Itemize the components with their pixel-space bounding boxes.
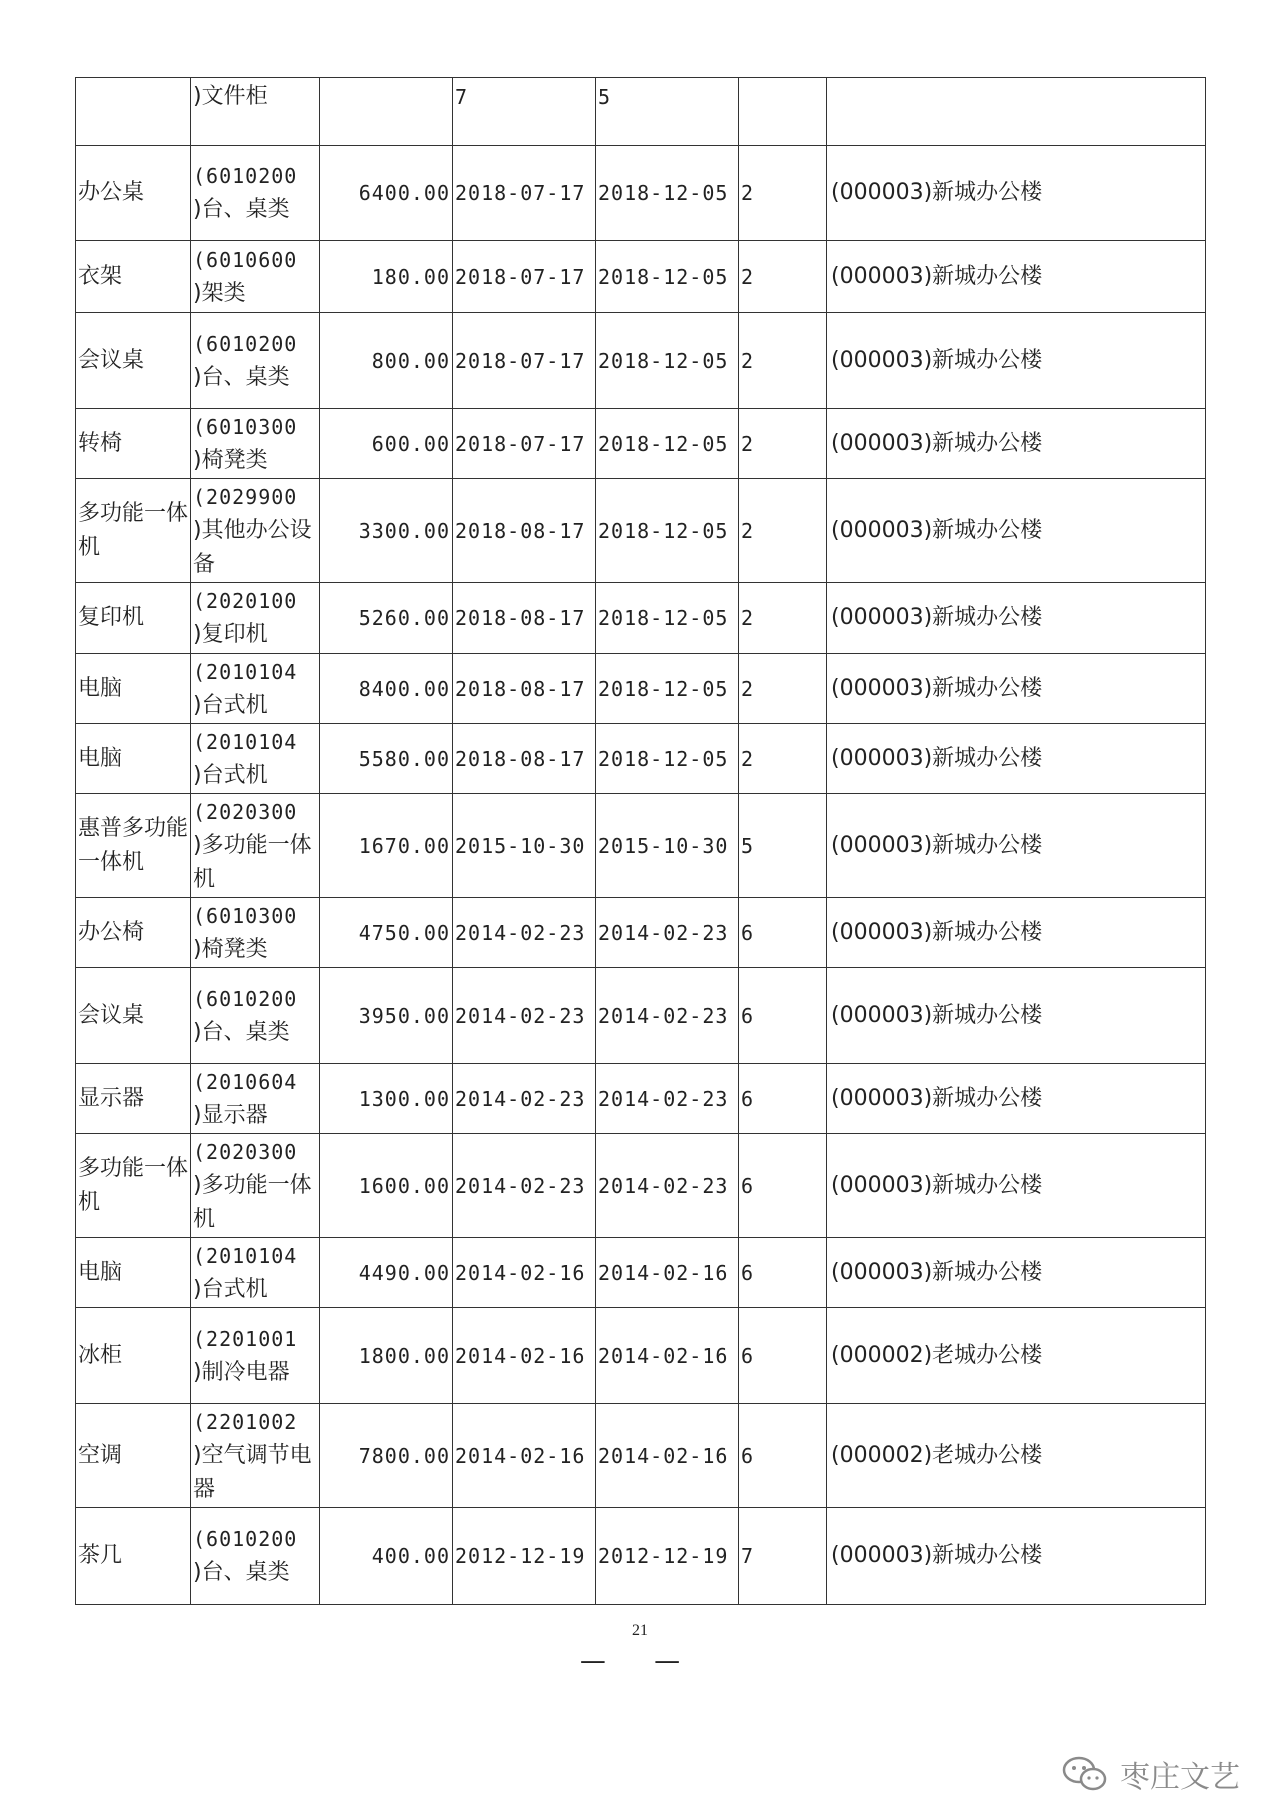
category-cell (191, 898, 320, 968)
location-cell: (000003)新城办公楼 (827, 898, 1206, 968)
amount-cell: 4490.00 (320, 1238, 453, 1308)
category-code: (2010104 (193, 659, 298, 684)
years-cell: 6 (739, 1064, 827, 1134)
category-name: )架类 (193, 280, 246, 306)
category-name: )台式机 (193, 692, 268, 718)
table-row (76, 146, 1206, 241)
category-cell (191, 1508, 320, 1605)
recorded-date-cell: 2018-12-05 (596, 479, 739, 583)
table-row (76, 654, 1206, 724)
years-cell: 2 (739, 409, 827, 479)
acquired-date-cell: 2018-08-17 (453, 654, 596, 724)
years-cell: 6 (739, 1308, 827, 1404)
location-cell: (000003)新城办公楼 (827, 313, 1206, 409)
category-cell (191, 241, 320, 313)
category-code: (6010200 (193, 1527, 298, 1551)
amount-cell: 180.00 (320, 241, 453, 313)
category-code: (2020300 (193, 1139, 298, 1164)
amount-cell: 4750.00 (320, 898, 453, 968)
table-row (76, 1134, 1206, 1238)
category-cell (191, 1308, 320, 1404)
table-row (76, 898, 1206, 968)
category-code: (2010104 (193, 1243, 298, 1268)
category-name: )多功能一体机 (193, 1172, 312, 1232)
table-row (76, 1404, 1206, 1508)
acquired-date-cell: 2012-12-19 (453, 1508, 596, 1605)
category-code: (2010104 (193, 729, 298, 754)
table-row (76, 1308, 1206, 1404)
recorded-date-cell: 2014-02-23 (596, 1064, 739, 1134)
acquired-date-cell: 2018-07-17 (453, 146, 596, 241)
recorded-date-cell: 2018-12-05 (596, 583, 739, 654)
location-cell: (000003)新城办公楼 (827, 724, 1206, 794)
asset-table-body (76, 78, 1206, 1605)
amount-cell: 6400.00 (320, 146, 453, 241)
category-code: (2020100 (193, 589, 298, 613)
acquired-date-cell: 7 (453, 78, 596, 146)
recorded-date-cell: 2014-02-16 (596, 1308, 739, 1404)
table-row (76, 1064, 1206, 1134)
asset-name-cell: 冰柜 (76, 1308, 191, 1404)
location-cell: (000002)老城办公楼 (827, 1404, 1206, 1508)
years-cell: 6 (739, 1238, 827, 1308)
category-name: )台、桌类 (193, 1560, 290, 1585)
years-cell: 6 (739, 1134, 827, 1238)
recorded-date-cell: 2018-12-05 (596, 313, 739, 409)
amount-cell: 3300.00 (320, 479, 453, 583)
table-row (76, 1238, 1206, 1308)
asset-name-cell: 电脑 (76, 654, 191, 724)
amount-cell: 8400.00 (320, 654, 453, 724)
years-cell: 6 (739, 968, 827, 1064)
watermark (1062, 1752, 1240, 1796)
recorded-date-cell: 2012-12-19 (596, 1508, 739, 1605)
table-row (76, 1508, 1206, 1605)
category-cell (191, 409, 320, 479)
recorded-date-cell: 5 (596, 78, 739, 146)
acquired-date-cell: 2018-08-17 (453, 724, 596, 794)
page-dashes: — — (579, 1646, 701, 1676)
category-name: )文件柜 (193, 84, 268, 109)
page-number: 21 (632, 1622, 648, 1639)
recorded-date-cell: 2018-12-05 (596, 724, 739, 794)
table-row (76, 479, 1206, 583)
acquired-date-cell: 2015-10-30 (453, 794, 596, 898)
years-cell: 6 (739, 898, 827, 968)
category-code: (6010200 (193, 331, 298, 356)
acquired-date-cell: 2014-02-16 (453, 1404, 596, 1508)
category-cell (191, 724, 320, 794)
asset-name-cell: 办公椅 (76, 898, 191, 968)
location-cell: (000003)新城办公楼 (827, 654, 1206, 724)
asset-name-cell: 显示器 (76, 1064, 191, 1134)
category-code: (6010300 (193, 414, 298, 439)
asset-name-cell: 多功能一体机 (76, 1134, 191, 1238)
asset-name-cell: 电脑 (76, 724, 191, 794)
category-name: )空气调节电器 (193, 1442, 312, 1502)
acquired-date-cell: 2018-08-17 (453, 583, 596, 654)
category-code: (2010604 (193, 1069, 298, 1094)
amount-cell: 5580.00 (320, 724, 453, 794)
asset-table (75, 77, 1206, 1605)
acquired-date-cell: 2014-02-23 (453, 1064, 596, 1134)
category-name: )台式机 (193, 1276, 268, 1302)
years-cell: 5 (739, 794, 827, 898)
asset-name-cell: 惠普多功能一体机 (76, 794, 191, 898)
acquired-date-cell: 2018-08-17 (453, 479, 596, 583)
category-cell (191, 1404, 320, 1508)
recorded-date-cell: 2014-02-16 (596, 1404, 739, 1508)
category-code: (6010200 (193, 164, 298, 188)
location-cell: (000003)新城办公楼 (827, 583, 1206, 654)
amount-cell: 800.00 (320, 313, 453, 409)
asset-name-cell: 衣架 (76, 241, 191, 313)
category-name: )复印机 (193, 622, 268, 647)
category-cell (191, 313, 320, 409)
table-row (76, 409, 1206, 479)
asset-name-cell: 转椅 (76, 409, 191, 479)
location-cell: (000003)新城办公楼 (827, 1238, 1206, 1308)
category-name: )椅凳类 (193, 936, 268, 962)
location-cell: (000003)新城办公楼 (827, 1134, 1206, 1238)
recorded-date-cell: 2018-12-05 (596, 146, 739, 241)
category-code: (6010300 (193, 903, 298, 928)
amount-cell: 1600.00 (320, 1134, 453, 1238)
recorded-date-cell: 2015-10-30 (596, 794, 739, 898)
asset-name-cell (76, 78, 191, 146)
location-cell: (000003)新城办公楼 (827, 1064, 1206, 1134)
years-cell: 2 (739, 313, 827, 409)
recorded-date-cell: 2018-12-05 (596, 409, 739, 479)
location-cell: (000002)老城办公楼 (827, 1308, 1206, 1404)
years-cell: 2 (739, 479, 827, 583)
category-name: )椅凳类 (193, 447, 268, 473)
location-cell: (000003)新城办公楼 (827, 479, 1206, 583)
category-name: )显示器 (193, 1102, 268, 1128)
table-row (76, 583, 1206, 654)
table-row (76, 241, 1206, 313)
acquired-date-cell: 2018-07-17 (453, 409, 596, 479)
amount-cell (320, 78, 453, 146)
category-code: (6010600 (193, 247, 298, 272)
recorded-date-cell: 2018-12-05 (596, 654, 739, 724)
years-cell: 2 (739, 583, 827, 654)
amount-cell: 1670.00 (320, 794, 453, 898)
asset-name-cell: 办公桌 (76, 146, 191, 241)
category-name: )台式机 (193, 762, 268, 788)
table-row (76, 794, 1206, 898)
category-code: (6010200 (193, 986, 298, 1011)
table-row (76, 968, 1206, 1064)
years-cell: 6 (739, 1404, 827, 1508)
years-cell: 7 (739, 1508, 827, 1605)
years-cell: 2 (739, 241, 827, 313)
category-name: )制冷电器 (193, 1359, 290, 1385)
category-cell (191, 146, 320, 241)
category-cell (191, 1064, 320, 1134)
category-name: )其他办公设备 (193, 517, 312, 577)
recorded-date-cell: 2014-02-23 (596, 1134, 739, 1238)
category-code: (2020300 (193, 799, 298, 824)
table-row (76, 724, 1206, 794)
category-cell (191, 1238, 320, 1308)
table-row (76, 313, 1206, 409)
category-name: )台、桌类 (193, 1019, 290, 1045)
recorded-date-cell: 2014-02-23 (596, 968, 739, 1064)
category-cell (191, 1134, 320, 1238)
years-cell: 2 (739, 654, 827, 724)
category-code: (2201002 (193, 1409, 298, 1434)
acquired-date-cell: 2018-07-17 (453, 241, 596, 313)
location-cell: (000003)新城办公楼 (827, 146, 1206, 241)
recorded-date-cell: 2018-12-05 (596, 241, 739, 313)
asset-name-cell: 茶几 (76, 1508, 191, 1605)
table-row (76, 78, 1206, 146)
acquired-date-cell: 2014-02-16 (453, 1308, 596, 1404)
category-cell (191, 78, 320, 146)
years-cell: 2 (739, 724, 827, 794)
acquired-date-cell: 2014-02-23 (453, 898, 596, 968)
watermark-text: 枣庄文艺 (1120, 1760, 1240, 1795)
location-cell: (000003)新城办公楼 (827, 794, 1206, 898)
amount-cell: 3950.00 (320, 968, 453, 1064)
category-cell (191, 583, 320, 654)
recorded-date-cell: 2014-02-23 (596, 898, 739, 968)
amount-cell: 400.00 (320, 1508, 453, 1605)
category-code: (2201001 (193, 1326, 298, 1351)
years-cell (739, 78, 827, 146)
category-cell (191, 968, 320, 1064)
asset-name-cell: 会议桌 (76, 968, 191, 1064)
acquired-date-cell: 2014-02-23 (453, 968, 596, 1064)
category-name: )台、桌类 (193, 364, 290, 390)
asset-name-cell: 复印机 (76, 583, 191, 654)
acquired-date-cell: 2014-02-16 (453, 1238, 596, 1308)
recorded-date-cell: 2014-02-16 (596, 1238, 739, 1308)
category-name: )多功能一体机 (193, 832, 312, 892)
asset-name-cell: 电脑 (76, 1238, 191, 1308)
location-cell (827, 78, 1206, 146)
category-cell (191, 794, 320, 898)
location-cell: (000003)新城办公楼 (827, 241, 1206, 313)
asset-name-cell: 多功能一体机 (76, 479, 191, 583)
asset-name-cell: 会议桌 (76, 313, 191, 409)
amount-cell: 5260.00 (320, 583, 453, 654)
category-code: (2029900 (193, 484, 298, 509)
amount-cell: 7800.00 (320, 1404, 453, 1508)
wechat-icon (1062, 1756, 1108, 1792)
location-cell: (000003)新城办公楼 (827, 968, 1206, 1064)
asset-name-cell: 空调 (76, 1404, 191, 1508)
category-cell (191, 479, 320, 583)
category-name: )台、桌类 (193, 197, 290, 222)
amount-cell: 600.00 (320, 409, 453, 479)
location-cell: (000003)新城办公楼 (827, 1508, 1206, 1605)
amount-cell: 1300.00 (320, 1064, 453, 1134)
category-cell (191, 654, 320, 724)
acquired-date-cell: 2014-02-23 (453, 1134, 596, 1238)
years-cell: 2 (739, 146, 827, 241)
amount-cell: 1800.00 (320, 1308, 453, 1404)
acquired-date-cell: 2018-07-17 (453, 313, 596, 409)
location-cell: (000003)新城办公楼 (827, 409, 1206, 479)
